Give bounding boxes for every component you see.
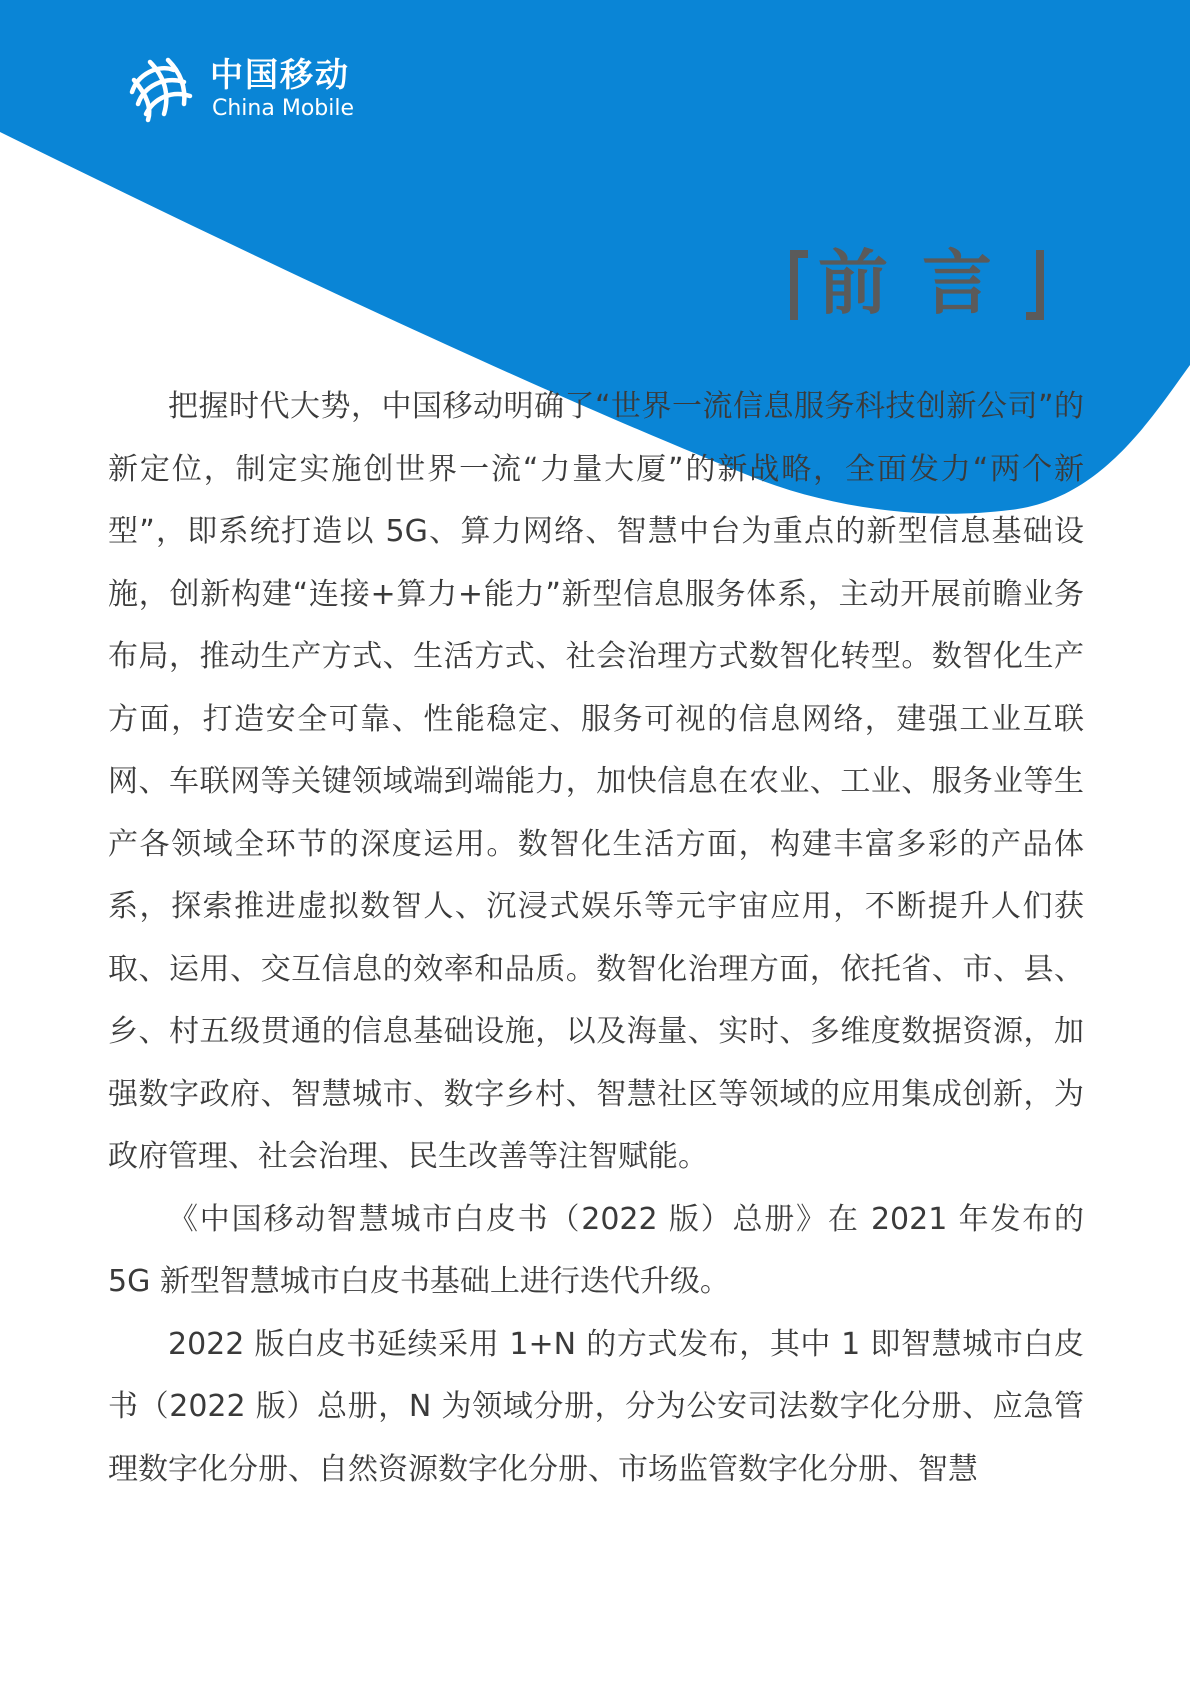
section-title-text: 前言 xyxy=(818,242,1026,324)
title-bracket-left xyxy=(790,250,808,320)
section-title xyxy=(790,238,1070,328)
logo-name-en: China Mobile xyxy=(212,96,355,121)
paragraph-3: 2022 版白皮书延续采用 1+N 的方式发布，其中 1 即智慧城市白皮书（2022 版）总册，N 为领域分册，分为公安司法数字化分册、应急管理数字化分册、自然资源数字化分册、市场监管数字化分册、智慧 xyxy=(108,1326,1084,1487)
logo-name-cn: 中国移动 xyxy=(210,55,350,94)
brand-logo xyxy=(124,54,364,126)
china-mobile-logo-icon xyxy=(124,54,196,126)
paragraph-2: 《中国移动智慧城市白皮书（2022 版）总册》在 2021 年发布的 5G 新型智慧城市白皮书基础上进行迭代升级。 xyxy=(108,1201,1084,1299)
body-text xyxy=(108,376,1084,1501)
title-bracket-right xyxy=(1026,250,1044,320)
paragraph-1: 把握时代大势，中国移动明确了“世界一流信息服务科技创新公司”的新定位，制定实施创世界一流“力量大厦”的新战略，全面发力“两个新型”，即系统打造以 5G、算力网络、智慧中台为重点的新型信息基础设施，创新构建“连接+算力+能力”新型信息服务体系，主动开展前瞻业务布局，推动生产方式、生活方式、社会治理方式数智化转型。数智化生产方面，打造安全可靠、性能稳定、服务可视的信息网络，建强工业互联网、车联网等关键领域端到端能力，加快信息在农业、工业、服务业等生产各领域全环节的深度运用。数智化生活方面，构建丰富多彩的产品体系，探索推进虚拟数智人、沉浸式娱乐等元宇宙应用，不断提升人们获取、运用、交互信息的效率和品质。数智化治理方面，依托省、市、县、乡、村五级贯通的信息基础设施，以及海量、实时、多维度数据资源，加强数字政府、智慧城市、数字乡村、智慧社区等领域的应用集成创新，为政府管理、社会治理、民生改善等注智赋能。 xyxy=(108,389,1084,1174)
